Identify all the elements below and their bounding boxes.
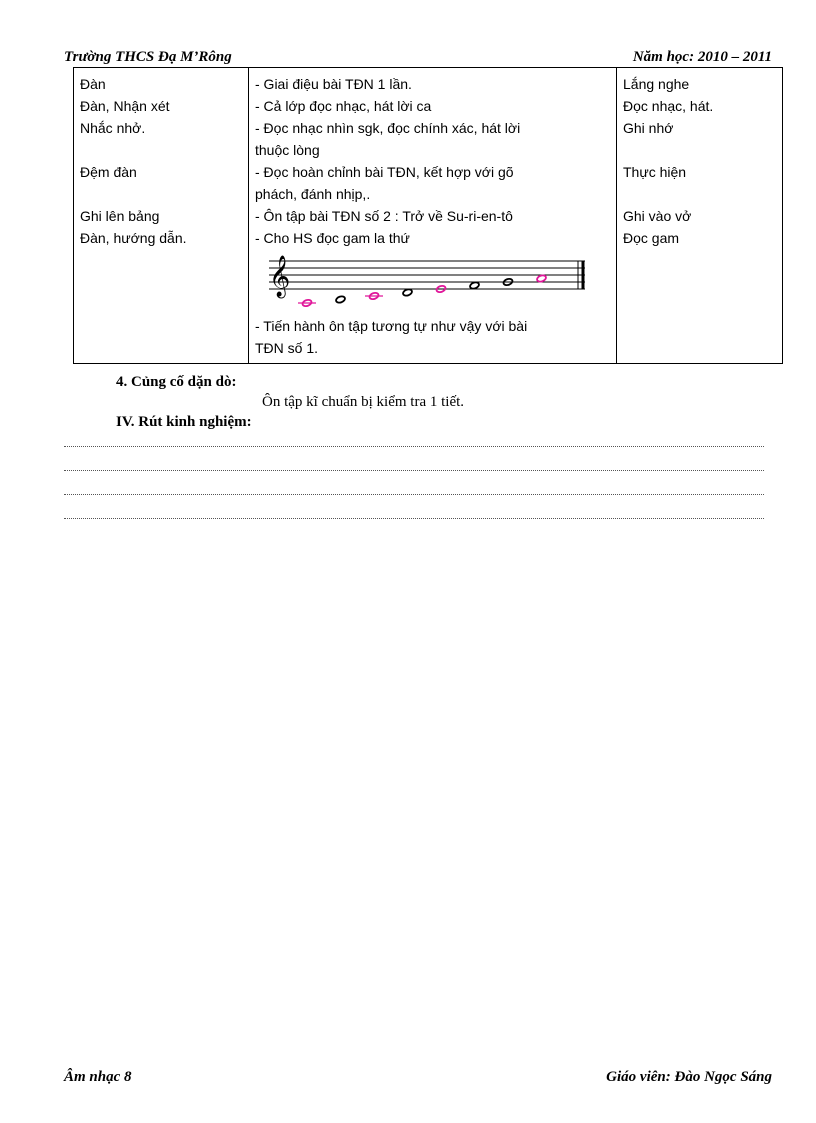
student-activity-item: Ghi nhớ bbox=[623, 120, 674, 136]
teacher-activity-item: Đàn bbox=[80, 76, 106, 92]
student-activity-item: Đọc gam bbox=[623, 230, 680, 246]
student-activity-item: Ghi vào vở bbox=[623, 208, 692, 224]
table-row bbox=[74, 68, 783, 364]
content-item: - Giai điệu bài TĐN 1 lần. bbox=[255, 76, 412, 92]
teacher-activity-item: Ghi lên bảng bbox=[80, 208, 160, 224]
dotted-line bbox=[64, 470, 764, 471]
dotted-line bbox=[64, 494, 764, 495]
student-activity-item: Đọc nhạc, hát. bbox=[623, 98, 714, 114]
scale-note-b bbox=[335, 295, 346, 304]
student-activity-cell bbox=[617, 68, 783, 364]
content-item: phách, đánh nhịp,. bbox=[255, 186, 371, 202]
treble-clef-icon: 𝄞 bbox=[269, 256, 291, 297]
teacher-activity-item: Đệm đàn bbox=[80, 164, 137, 180]
page-header bbox=[64, 49, 772, 68]
content-item: - Cả lớp đọc nhạc, hát lời ca bbox=[255, 98, 432, 114]
content-item: TĐN số 1. bbox=[255, 340, 319, 356]
school-year: Năm học: 2010 – 2011 bbox=[632, 49, 772, 65]
teacher-activity-item: Đàn, hướng dẫn. bbox=[80, 230, 187, 246]
staff-lines bbox=[269, 261, 585, 289]
content-cell bbox=[249, 68, 617, 364]
section-iv-title: IV. Rút kinh nghiệm: bbox=[116, 414, 252, 430]
lesson-table bbox=[73, 67, 783, 364]
a-minor-scale-staff bbox=[255, 251, 587, 311]
content-item: - Ôn tập bài TĐN số 2 : Trở về Su-ri-en-tô bbox=[255, 208, 513, 224]
content-item: - Đọc hoàn chỉnh bài TĐN, kết hợp với gõ bbox=[255, 164, 514, 180]
teacher-activity-item: Đàn, Nhận xét bbox=[80, 98, 170, 114]
content-item: - Tiến hành ôn tập tương tự như vậy với bài bbox=[255, 318, 528, 334]
dotted-line bbox=[64, 518, 764, 519]
content-item: - Cho HS đọc gam la thứ bbox=[255, 230, 410, 246]
music-staff bbox=[255, 251, 610, 311]
student-activity-item: Lắng nghe bbox=[623, 76, 690, 92]
subject-label: Âm nhạc 8 bbox=[64, 1069, 132, 1085]
school-name: Trường THCS Đạ M’Rông bbox=[64, 49, 232, 65]
teacher-activity-cell bbox=[74, 68, 249, 364]
section-4-text: Ôn tập kĩ chuẩn bị kiểm tra 1 tiết. bbox=[262, 394, 465, 410]
student-activity-item: Thực hiện bbox=[623, 164, 687, 180]
teacher-activity-item: Nhắc nhở. bbox=[80, 120, 146, 136]
teacher-name: Giáo viên: Đào Ngọc Sáng bbox=[606, 1069, 772, 1085]
content-item: thuộc lòng bbox=[255, 142, 320, 158]
content-item: - Đọc nhạc nhìn sgk, đọc chính xác, hát lời bbox=[255, 120, 521, 136]
section-4-title: 4. Củng cố dặn dò: bbox=[116, 374, 237, 390]
dotted-line bbox=[64, 446, 764, 447]
